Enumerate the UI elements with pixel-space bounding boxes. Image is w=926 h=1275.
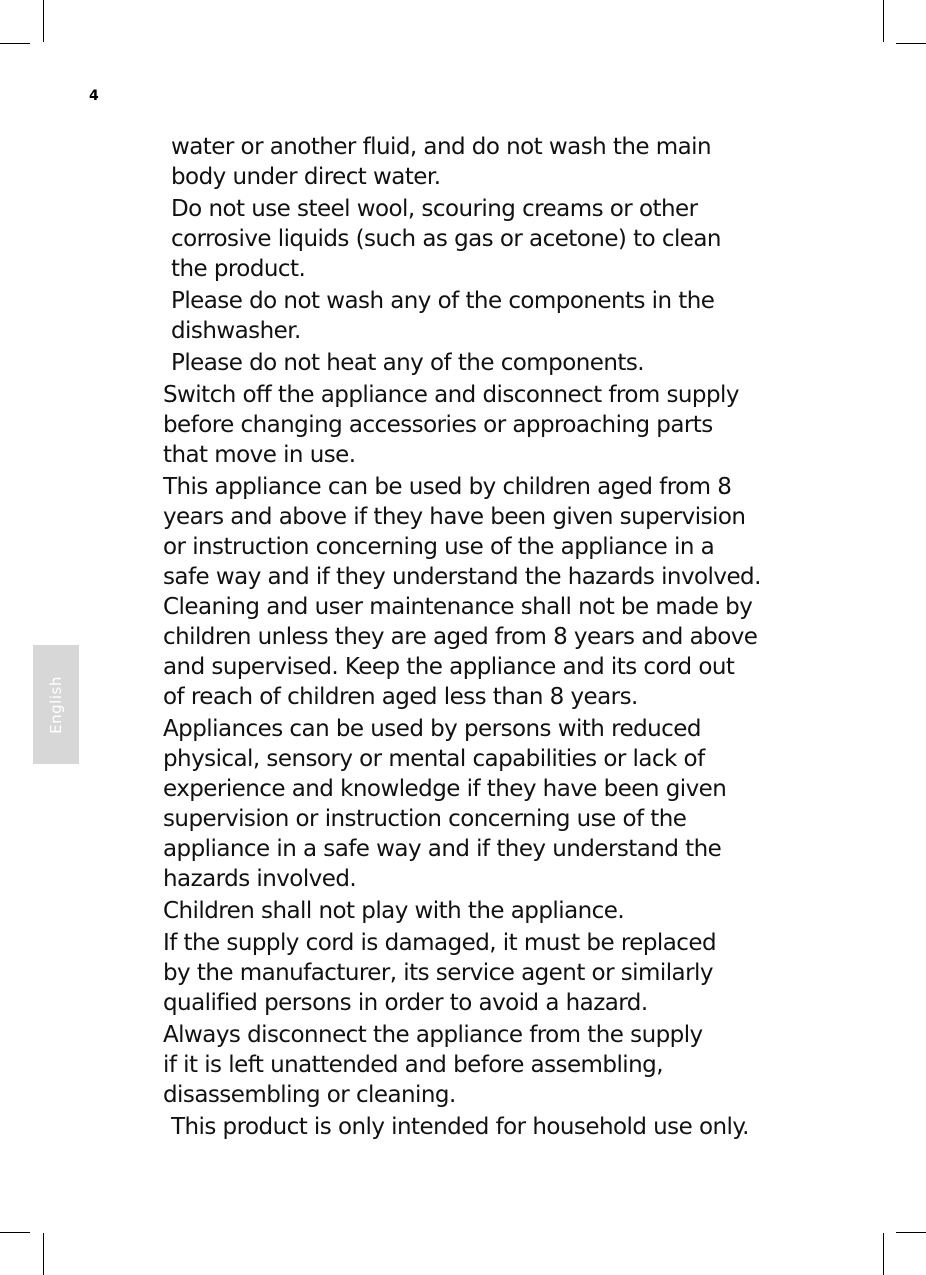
text-line: Switch off the appliance and disconnect from supply [163, 382, 739, 408]
crop-mark-top-left-vertical [43, 0, 44, 42]
text-line: qualified persons in order to avoid a hazard. [163, 990, 648, 1016]
text-line: Cleaning and user maintenance shall not be made by [163, 594, 753, 620]
language-tab [33, 645, 79, 764]
text-line: if it is left unattended and before assembling, [163, 1052, 663, 1078]
page-number: 4 [89, 88, 99, 104]
text-line: by the manufacturer, its service agent or similarly [163, 960, 713, 986]
text-line: body under direct water. [171, 164, 441, 190]
text-line: water or another fluid, and do not wash the main [171, 134, 712, 160]
instruction-paragraph [163, 1020, 903, 1110]
text-line: Do not use steel wool, scouring creams or other [171, 196, 698, 222]
instruction-paragraph [163, 1112, 903, 1142]
text-line: supervision or instruction concerning use of the [163, 806, 687, 832]
text-line: This appliance can be used by children aged from 8 [163, 474, 732, 500]
text-line: children unless they are aged from 8 years and above [163, 624, 758, 650]
instruction-paragraph [163, 132, 903, 192]
text-line: of reach of children aged less than 8 years. [163, 684, 638, 710]
text-line: appliance in a safe way and if they understand the [163, 836, 722, 862]
text-line: This product is only intended for household use only. [171, 1114, 749, 1140]
crop-mark-top-right-horizontal [896, 43, 926, 44]
text-line: years and above if they have been given supervision [163, 504, 746, 530]
text-line: Please do not heat any of the components. [171, 350, 645, 376]
text-line: Appliances can be used by persons with reduced [163, 716, 701, 742]
text-line: Children shall not play with the appliance. [163, 898, 625, 924]
text-line: before changing accessories or approaching parts [163, 412, 713, 438]
crop-mark-bottom-right-horizontal [896, 1232, 926, 1233]
text-line: If the supply cord is damaged, it must be replaced [163, 930, 717, 956]
safety-instructions-text [163, 132, 903, 1144]
text-line: Always disconnect the appliance from the supply [163, 1022, 703, 1048]
text-line: the product. [171, 256, 306, 282]
instruction-paragraph [163, 348, 903, 378]
instruction-paragraph [163, 928, 903, 1018]
crop-mark-bottom-left-vertical [43, 1233, 44, 1275]
instruction-paragraph [163, 194, 903, 284]
instruction-paragraph [163, 286, 903, 346]
text-line: experience and knowledge if they have been given [163, 776, 727, 802]
text-line: dishwasher. [171, 318, 301, 344]
instruction-paragraph [163, 714, 903, 894]
instruction-paragraph [163, 380, 903, 470]
text-line: corrosive liquids (such as gas or acetone) to clean [171, 226, 721, 252]
text-line: that move in use. [163, 442, 356, 468]
text-line: physical, sensory or mental capabilities or lack of [163, 746, 705, 772]
text-line: safe way and if they understand the hazards involved. [163, 564, 761, 590]
crop-mark-bottom-left-horizontal [0, 1232, 30, 1233]
text-line: or instruction concerning use of the appliance in a [163, 534, 715, 560]
crop-mark-top-left-horizontal [0, 43, 30, 44]
text-line: hazards involved. [163, 866, 357, 892]
instruction-paragraph [163, 472, 903, 712]
crop-mark-top-right-vertical [883, 0, 884, 42]
text-line: Please do not wash any of the components in the [171, 288, 715, 314]
crop-mark-bottom-right-vertical [883, 1233, 884, 1275]
instruction-paragraph [163, 896, 903, 926]
text-line: disassembling or cleaning. [163, 1082, 456, 1108]
text-line: and supervised. Keep the appliance and its cord out [163, 654, 735, 680]
language-tab-label: English [47, 675, 65, 734]
